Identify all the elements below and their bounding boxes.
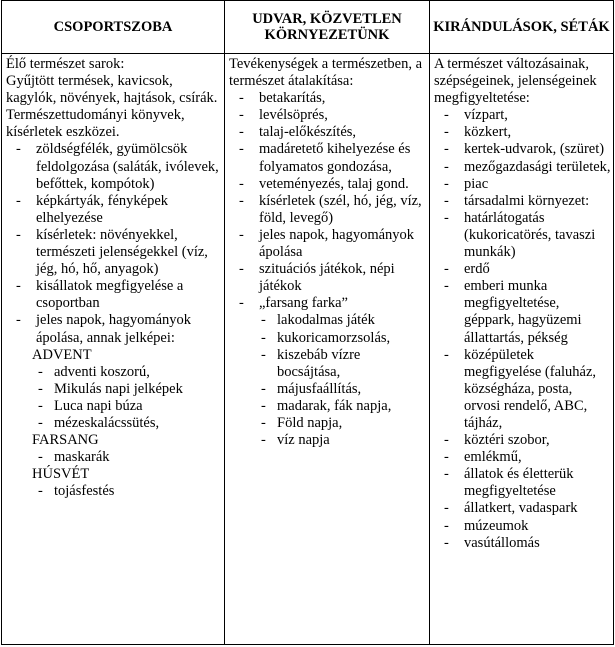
- dash-marker: -: [261, 432, 266, 449]
- column-kirandulasok: [430, 54, 614, 645]
- dash-marker: -: [444, 466, 449, 483]
- list-item: - múzeumok: [444, 517, 529, 534]
- list-item: - mezőgazdasági területek,: [444, 158, 611, 175]
- list-item: - társadalmi környezet:: [444, 192, 590, 209]
- paragraph: Gyűjtött termések, kavicsok, kagylók, növények, hajtások, csírák.: [6, 73, 218, 107]
- husvet-heading: HÚSVÉT: [32, 466, 90, 483]
- paragraph: Élő természet sarok:: [6, 56, 125, 72]
- header-csoportszoba: CSOPORTSZOBA: [2, 1, 225, 54]
- list-item: - kísérletek (szél, hó, jég, víz, föld, levegő): [239, 192, 422, 226]
- list-item: - Luca napi búza: [38, 397, 143, 414]
- dash-marker: -: [444, 209, 449, 226]
- dash-marker: -: [239, 90, 244, 107]
- dash-marker: -: [261, 397, 266, 414]
- dash-marker: -: [261, 329, 266, 346]
- list-item: - emberi munka megfigyeltetése, géppark, hagyüzemi állattartás, pékség: [444, 278, 582, 346]
- dash-marker: -: [38, 483, 43, 500]
- list-item: - jeles napok, hagyományok ápolása, annak jelképei:: [16, 312, 192, 346]
- paragraph: Tevékenységek a természetben, a természet átalakítása:: [229, 56, 423, 90]
- activity-table: [1, 0, 614, 645]
- list-item: - lakodalmas játék: [261, 312, 375, 329]
- list-item: - állatok és életterük megfigyeltetése: [444, 466, 574, 500]
- list-item: - közkert,: [444, 124, 512, 141]
- list-item: - kisállatok megfigyelése a csoportban: [16, 278, 184, 312]
- dash-marker: -: [38, 397, 43, 414]
- dash-marker: -: [261, 346, 266, 363]
- dash-marker: -: [38, 363, 43, 380]
- list-item: - kísérletek: növényekkel, természeti jelenségekkel (víz, jég, hó, hő, anyagok): [16, 226, 208, 278]
- list-item: - piac: [444, 175, 489, 192]
- list-item: - középületek megfigyelése (faluház, községháza, posta, orvosi rendelő, ABC, tájház,: [444, 346, 597, 431]
- list-item: - zöldségfélék, gyümölcsök feldolgozása (saláták, ivólevek, befőttek, kompótok): [16, 141, 219, 192]
- list-item: - köztéri szobor,: [444, 432, 550, 449]
- list-item: - kukoricamorzsolás,: [261, 329, 391, 346]
- list-item: - Mikulás napi jelképek: [38, 380, 183, 397]
- dash-marker: -: [444, 278, 449, 295]
- dash-marker: -: [239, 192, 244, 209]
- column-udvar: [225, 54, 430, 645]
- dash-marker: -: [444, 158, 449, 175]
- list-item: - „farsang farka”: [239, 295, 348, 312]
- dash-marker: -: [16, 141, 21, 158]
- dash-marker: -: [261, 414, 266, 431]
- list-item: - szituációs játékok, népi játékok: [239, 261, 395, 295]
- content-row: [2, 54, 614, 645]
- advent-heading: ADVENT: [32, 346, 92, 363]
- list-item: - Föld napja,: [261, 414, 343, 431]
- dash-marker: -: [16, 192, 21, 209]
- dash-marker: -: [444, 534, 449, 551]
- dash-marker: -: [444, 192, 449, 209]
- list-item: - talaj-előkészítés,: [239, 124, 357, 141]
- dash-marker: -: [16, 226, 21, 243]
- dash-marker: -: [444, 517, 449, 534]
- dash-marker: -: [444, 500, 449, 517]
- dash-marker: -: [444, 107, 449, 124]
- list-item: - vízpart,: [444, 107, 508, 124]
- dash-marker: -: [261, 312, 266, 329]
- farsang-heading: FARSANG: [32, 432, 99, 449]
- dash-marker: -: [444, 175, 449, 192]
- list-item: - erdő: [444, 261, 490, 278]
- list-item: - levélsöprés,: [239, 107, 328, 124]
- dash-marker: -: [239, 261, 244, 278]
- dash-marker: -: [239, 107, 244, 124]
- list-item: - madáretető kihelyezése és folyamatos gondozása,: [239, 141, 411, 175]
- header-kirandulasok: KIRÁNDULÁSOK, SÉTÁK: [430, 1, 614, 54]
- list-item: - határlátogatás (kukoricatörés, tavaszi munkák): [444, 209, 596, 261]
- dash-marker: -: [38, 449, 43, 466]
- column-csoportszoba: [2, 54, 225, 645]
- list-item: - kertek-udvarok, (szüret): [444, 141, 605, 158]
- list-item: - tojásfestés: [38, 483, 115, 500]
- dash-marker: -: [444, 124, 449, 141]
- list-item: - adventi koszorú,: [38, 363, 150, 380]
- dash-marker: -: [16, 278, 21, 295]
- list-item: - betakarítás,: [239, 90, 326, 107]
- dash-marker: -: [444, 261, 449, 278]
- paragraph: A természet változásainak, szépségeinek, jelenségeinek megfigyeltetése:: [434, 56, 597, 107]
- dash-marker: -: [444, 141, 449, 158]
- list-item: - vasútállomás: [444, 534, 540, 551]
- list-item: - víz napja: [261, 432, 330, 449]
- list-item: - májusfaállítás,: [261, 380, 362, 397]
- dash-marker: -: [239, 141, 244, 158]
- list-item: - madarak, fák napja,: [261, 397, 392, 414]
- paragraph: Természettudományi könyvek, kísérletek eszközei.: [6, 107, 185, 141]
- dash-marker: -: [239, 226, 244, 243]
- dash-marker: -: [38, 414, 43, 431]
- dash-marker: -: [239, 124, 244, 141]
- list-item: - állatkert, vadaspark: [444, 500, 578, 517]
- header-row: [2, 1, 614, 54]
- dash-marker: -: [239, 295, 244, 312]
- list-item: - veteményezés, talaj gond.: [239, 175, 409, 192]
- list-item: - képkártyák, fényképek elhelyezése: [16, 192, 169, 226]
- dash-marker: -: [261, 380, 266, 397]
- list-item: - jeles napok, hagyományok ápolása: [239, 226, 415, 261]
- dash-marker: -: [16, 312, 21, 329]
- dash-marker: -: [444, 432, 449, 449]
- list-item: - mézeskalácssütés,: [38, 414, 160, 431]
- dash-marker: -: [38, 380, 43, 397]
- dash-marker: -: [444, 449, 449, 466]
- dash-marker: -: [239, 175, 244, 192]
- header-udvar: UDVAR, KÖZVETLEN KÖRNYEZETÜNK: [225, 1, 430, 54]
- list-item: - maskarák: [38, 449, 110, 466]
- dash-marker: -: [444, 346, 449, 363]
- list-item: - emlékmű,: [444, 449, 522, 466]
- list-item: - kiszebáb vízre bocsájtása,: [261, 346, 361, 380]
